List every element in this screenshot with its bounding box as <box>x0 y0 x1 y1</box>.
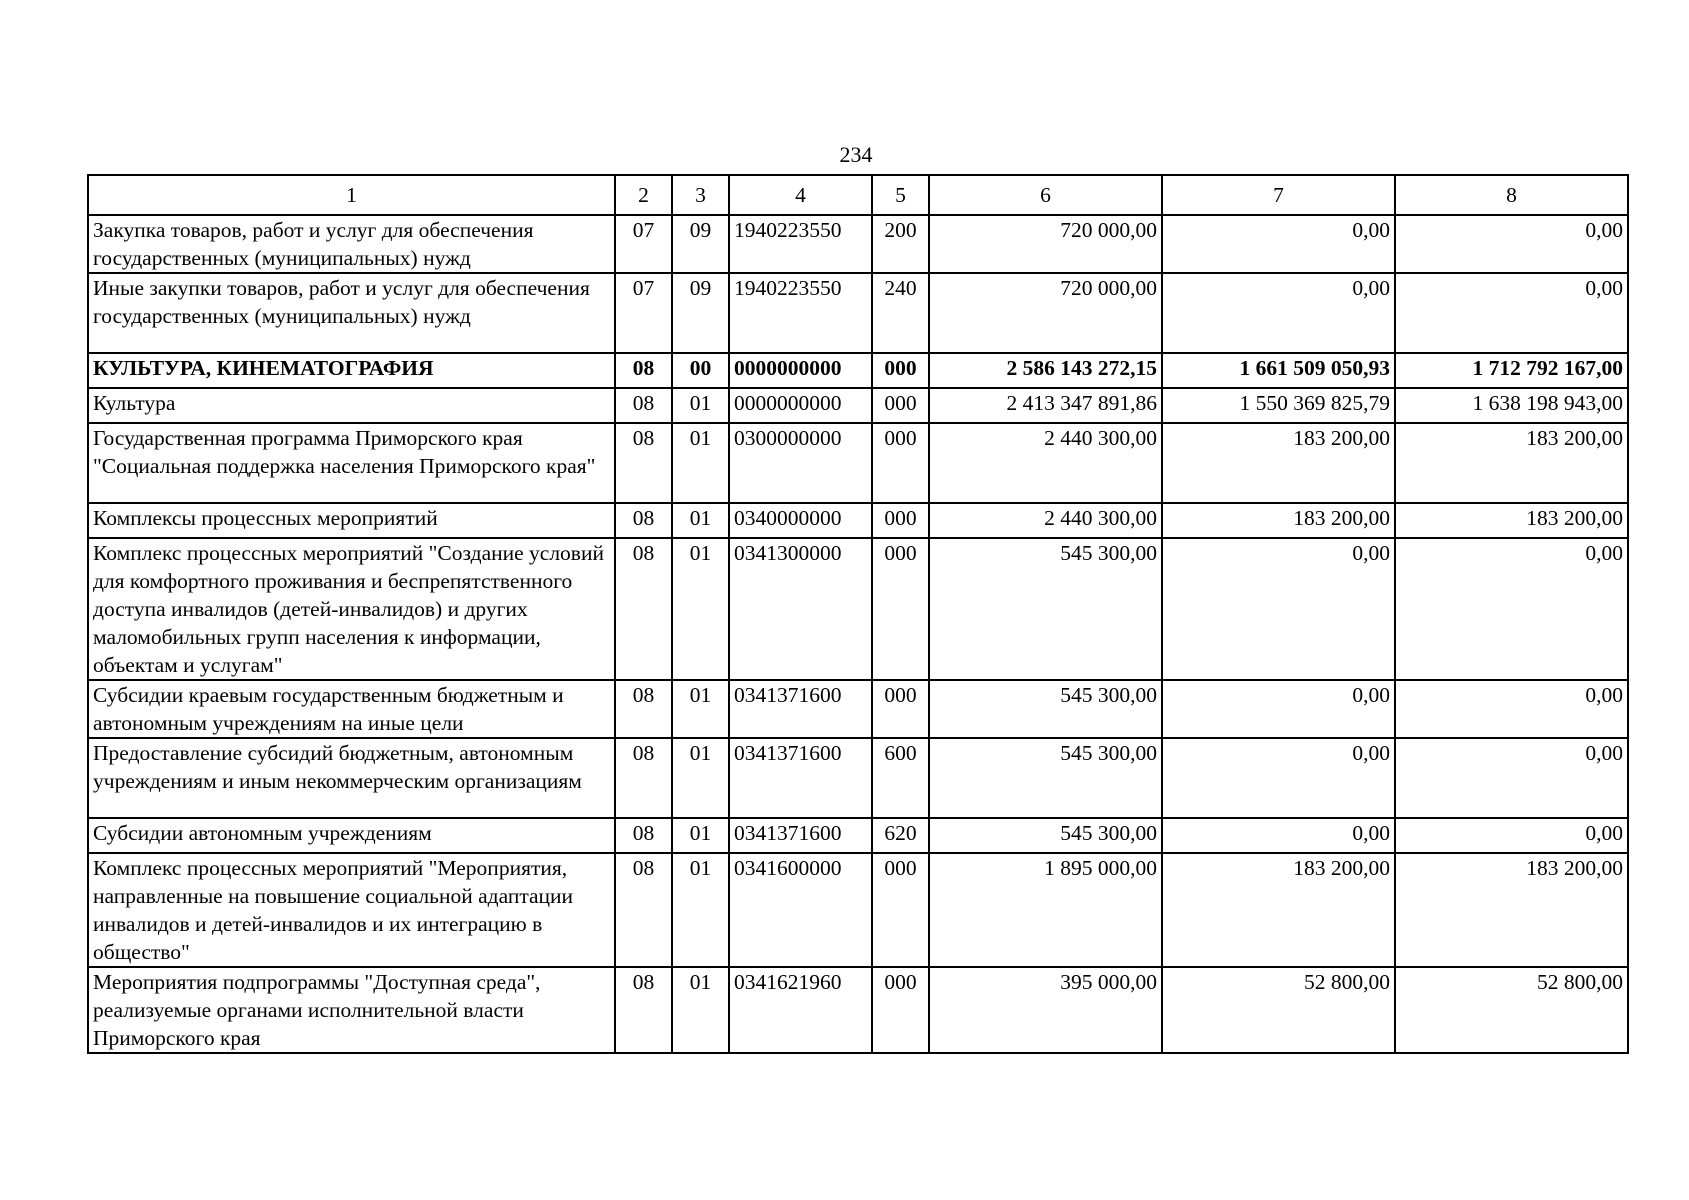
expense-type-cell: 620 <box>872 818 929 853</box>
amount-cell-col7: 0,00 <box>1162 680 1395 738</box>
subsection-code-cell: 09 <box>672 273 729 353</box>
expense-type-cell: 000 <box>872 680 929 738</box>
amount-cell-col7: 0,00 <box>1162 273 1395 353</box>
target-code-cell: 0340000000 <box>729 503 872 538</box>
amount-cell-col6: 545 300,00 <box>929 818 1162 853</box>
row-name-cell: Комплексы процессных мероприятий <box>88 503 615 538</box>
target-code-cell: 0341600000 <box>729 853 872 967</box>
table-row <box>88 503 1628 538</box>
amount-cell-col8: 183 200,00 <box>1395 503 1628 538</box>
amount-cell-col7: 1 661 509 050,93 <box>1162 353 1395 388</box>
amount-cell-col8: 0,00 <box>1395 818 1628 853</box>
column-header: 4 <box>729 175 872 215</box>
row-name-cell: Закупка товаров, работ и услуг для обеспечения государственных (муниципальных) нужд <box>88 215 615 273</box>
amount-cell-col7: 0,00 <box>1162 818 1395 853</box>
table-row <box>88 818 1628 853</box>
expense-type-cell: 000 <box>872 967 929 1053</box>
target-code-cell: 0000000000 <box>729 388 872 423</box>
column-header: 5 <box>872 175 929 215</box>
amount-cell-col6: 2 413 347 891,86 <box>929 388 1162 423</box>
amount-cell-col7: 183 200,00 <box>1162 503 1395 538</box>
table-body <box>88 215 1628 1053</box>
section-code-cell: 08 <box>615 680 672 738</box>
expense-type-cell: 000 <box>872 353 929 388</box>
column-header: 1 <box>88 175 615 215</box>
target-code-cell: 0000000000 <box>729 353 872 388</box>
row-name-cell: Мероприятия подпрограммы "Доступная среда", реализуемые органами исполнительной власти Приморского края <box>88 967 615 1053</box>
section-code-cell: 07 <box>615 273 672 353</box>
amount-cell-col6: 545 300,00 <box>929 680 1162 738</box>
amount-cell-col8: 52 800,00 <box>1395 967 1628 1053</box>
subsection-code-cell: 01 <box>672 853 729 967</box>
amount-cell-col6: 720 000,00 <box>929 273 1162 353</box>
page-number: 234 <box>839 142 873 167</box>
target-code-cell: 0341371600 <box>729 818 872 853</box>
row-name-cell: Субсидии автономным учреждениям <box>88 818 615 853</box>
row-name-cell: Комплекс процессных мероприятий "Создание условий для комфортного проживания и беспрепятственного доступа инвалидов (детей-инвалидов) и других маломобильных групп населения к информации, объектам и услугам" <box>88 538 615 680</box>
expense-type-cell: 000 <box>872 503 929 538</box>
section-code-cell: 08 <box>615 388 672 423</box>
subsection-code-cell: 01 <box>672 680 729 738</box>
amount-cell-col7: 0,00 <box>1162 738 1395 818</box>
row-name-cell: Предоставление субсидий бюджетным, автономным учреждениям и иным некоммерческим организациям <box>88 738 615 818</box>
column-header: 8 <box>1395 175 1628 215</box>
table-row <box>88 388 1628 423</box>
section-code-cell: 07 <box>615 215 672 273</box>
table-row <box>88 423 1628 503</box>
subsection-code-cell: 01 <box>672 423 729 503</box>
amount-cell-col8: 0,00 <box>1395 215 1628 273</box>
table-row <box>88 853 1628 967</box>
table-header <box>88 175 1628 215</box>
amount-cell-col8: 183 200,00 <box>1395 853 1628 967</box>
budget-table <box>87 174 1629 1054</box>
table-row <box>88 273 1628 353</box>
column-header: 6 <box>929 175 1162 215</box>
subsection-code-cell: 01 <box>672 503 729 538</box>
row-name-cell: Субсидии краевым государственным бюджетным и автономным учреждениям на иные цели <box>88 680 615 738</box>
table-row <box>88 215 1628 273</box>
amount-cell-col7: 0,00 <box>1162 538 1395 680</box>
table-row <box>88 680 1628 738</box>
expense-type-cell: 000 <box>872 423 929 503</box>
target-code-cell: 0341371600 <box>729 680 872 738</box>
target-code-cell: 0341300000 <box>729 538 872 680</box>
subsection-code-cell: 09 <box>672 215 729 273</box>
expense-type-cell: 240 <box>872 273 929 353</box>
amount-cell-col6: 545 300,00 <box>929 538 1162 680</box>
expense-type-cell: 000 <box>872 538 929 680</box>
amount-cell-col8: 1 638 198 943,00 <box>1395 388 1628 423</box>
section-code-cell: 08 <box>615 853 672 967</box>
section-code-cell: 08 <box>615 353 672 388</box>
table-row <box>88 738 1628 818</box>
amount-cell-col7: 1 550 369 825,79 <box>1162 388 1395 423</box>
table-row <box>88 967 1628 1053</box>
expense-type-cell: 600 <box>872 738 929 818</box>
column-header: 2 <box>615 175 672 215</box>
section-code-cell: 08 <box>615 818 672 853</box>
section-code-cell: 08 <box>615 967 672 1053</box>
amount-cell-col8: 1 712 792 167,00 <box>1395 353 1628 388</box>
subsection-code-cell: 01 <box>672 388 729 423</box>
section-code-cell: 08 <box>615 503 672 538</box>
target-code-cell: 0341371600 <box>729 738 872 818</box>
subsection-code-cell: 01 <box>672 818 729 853</box>
expense-type-cell: 000 <box>872 853 929 967</box>
subsection-code-cell: 01 <box>672 538 729 680</box>
amount-cell-col6: 395 000,00 <box>929 967 1162 1053</box>
amount-cell-col6: 2 440 300,00 <box>929 503 1162 538</box>
amount-cell-col8: 0,00 <box>1395 738 1628 818</box>
amount-cell-col6: 545 300,00 <box>929 738 1162 818</box>
expense-type-cell: 000 <box>872 388 929 423</box>
amount-cell-col8: 0,00 <box>1395 538 1628 680</box>
target-code-cell: 1940223550 <box>729 215 872 273</box>
table-row <box>88 538 1628 680</box>
amount-cell-col6: 1 895 000,00 <box>929 853 1162 967</box>
amount-cell-col7: 183 200,00 <box>1162 853 1395 967</box>
header-row <box>88 175 1628 215</box>
amount-cell-col6: 2 440 300,00 <box>929 423 1162 503</box>
subsection-code-cell: 01 <box>672 738 729 818</box>
amount-cell-col6: 2 586 143 272,15 <box>929 353 1162 388</box>
section-code-cell: 08 <box>615 538 672 680</box>
column-header: 7 <box>1162 175 1395 215</box>
row-name-cell: КУЛЬТУРА, КИНЕМАТОГРАФИЯ <box>88 353 615 388</box>
row-name-cell: Иные закупки товаров, работ и услуг для обеспечения государственных (муниципальных) нужд <box>88 273 615 353</box>
amount-cell-col8: 0,00 <box>1395 273 1628 353</box>
column-header: 3 <box>672 175 729 215</box>
amount-cell-col8: 183 200,00 <box>1395 423 1628 503</box>
amount-cell-col7: 52 800,00 <box>1162 967 1395 1053</box>
target-code-cell: 1940223550 <box>729 273 872 353</box>
target-code-cell: 0300000000 <box>729 423 872 503</box>
table-row <box>88 353 1628 388</box>
row-name-cell: Комплекс процессных мероприятий "Мероприятия, направленные на повышение социальной адаптации инвалидов и детей-инвалидов и их интеграцию в общество" <box>88 853 615 967</box>
target-code-cell: 0341621960 <box>729 967 872 1053</box>
amount-cell-col8: 0,00 <box>1395 680 1628 738</box>
amount-cell-col7: 0,00 <box>1162 215 1395 273</box>
subsection-code-cell: 01 <box>672 967 729 1053</box>
subsection-code-cell: 00 <box>672 353 729 388</box>
expense-type-cell: 200 <box>872 215 929 273</box>
section-code-cell: 08 <box>615 738 672 818</box>
row-name-cell: Культура <box>88 388 615 423</box>
amount-cell-col7: 183 200,00 <box>1162 423 1395 503</box>
row-name-cell: Государственная программа Приморского края "Социальная поддержка населения Приморского края" <box>88 423 615 503</box>
amount-cell-col6: 720 000,00 <box>929 215 1162 273</box>
section-code-cell: 08 <box>615 423 672 503</box>
